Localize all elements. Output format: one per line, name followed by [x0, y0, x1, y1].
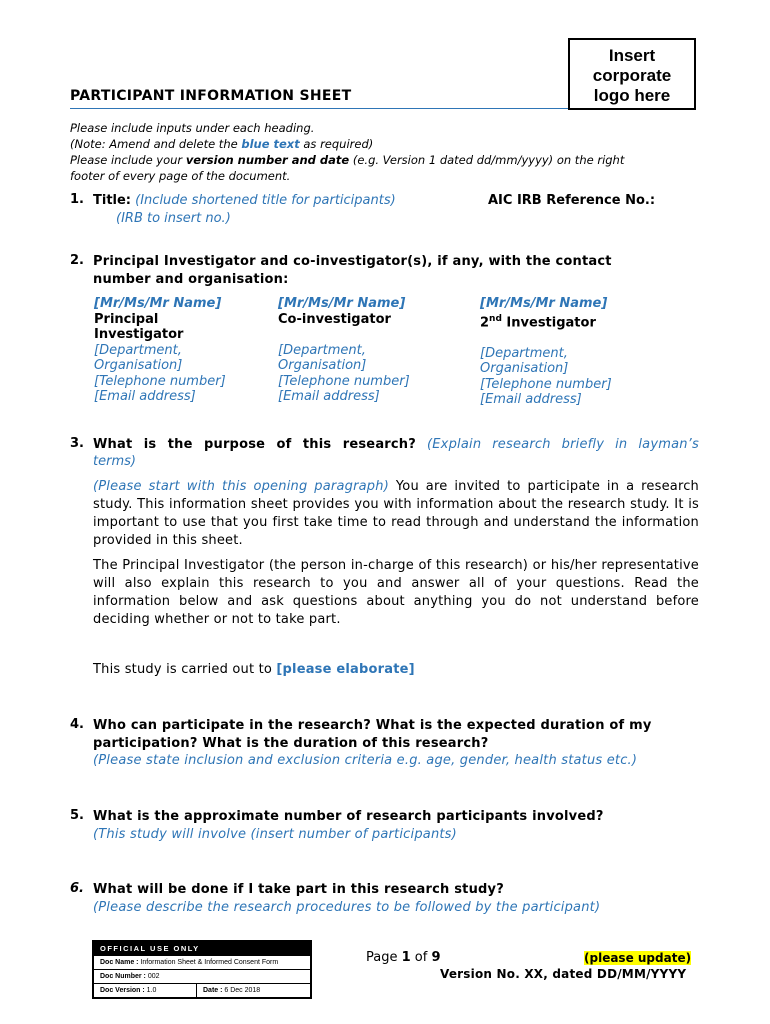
- section-number: 3.: [70, 436, 84, 451]
- role-number: 2: [480, 314, 490, 330]
- heading-hint: (Please describe the research procedures to be followed by the participant): [93, 899, 601, 915]
- note-line: [70, 136, 710, 152]
- paragraph-placeholder: [please elaborate]: [276, 662, 415, 677]
- investigator-department: [Department,: [278, 342, 366, 358]
- heading-hint: (This study will involve (insert number of participants): [93, 826, 457, 842]
- document-title: PARTICIPANT INFORMATION SHEET: [70, 88, 352, 104]
- note-line: Please include inputs under each heading.: [70, 121, 315, 135]
- please-update-highlight: (please update): [584, 951, 692, 965]
- investigator-organisation: Organisation]: [278, 358, 367, 373]
- section-number: 6.: [70, 881, 84, 896]
- investigator-phone: [Telephone number]: [480, 376, 612, 392]
- logo-line: Insert: [608, 46, 656, 65]
- section-3-heading: [93, 436, 699, 454]
- version-footer: Version No. XX, dated DD/MM/YYYY: [440, 967, 687, 981]
- investigator-email: [Email address]: [480, 392, 582, 408]
- doc-name-cell: [93, 956, 311, 970]
- section-6-heading: [93, 881, 600, 916]
- doc-number-value: 002: [145, 973, 160, 980]
- doc-number-cell: [93, 970, 311, 984]
- note-bold-text: version number and date: [185, 153, 350, 167]
- investigator-phone: [Telephone number]: [278, 373, 410, 389]
- investigator-organisation: Organisation]: [94, 358, 183, 373]
- page-number: [366, 950, 441, 965]
- investigator-role: [480, 312, 660, 331]
- purpose-paragraph-2: The Principal Investigator (the person in-charge of this research) or his/her representative will also explain this research to you and answer all of your questions. Read the information below and ask questions about anything you do not understand before deciding whether or not to take part.: [93, 558, 699, 627]
- investigator-role: Co-investigator: [278, 311, 391, 327]
- investigator-role: Principal: [94, 311, 159, 327]
- title-hint: (Include shortened title for participants): [135, 193, 396, 208]
- section-number: 2.: [70, 253, 84, 268]
- investigator-card: [480, 296, 660, 408]
- logo-placeholder: [568, 38, 696, 110]
- purpose-paragraph-3: [93, 661, 415, 679]
- role-ordinal: nd: [489, 313, 502, 324]
- investigator-department: [Department,: [94, 342, 182, 358]
- heading-line: What is the approximate number of research participants involved?: [93, 809, 604, 824]
- date-cell: [197, 984, 312, 999]
- investigator-card: [278, 296, 458, 405]
- section-number: 4.: [70, 717, 84, 732]
- investigator-name: [Mr/Ms/Mr Name]: [94, 296, 222, 311]
- irb-hint: (IRB to insert no.): [116, 211, 231, 226]
- investigator-role: Investigator: [94, 327, 184, 342]
- note-blue-text: blue text: [241, 137, 300, 151]
- heading-line: Principal Investigator and co-investigator(s), if any, with the contact: [93, 254, 612, 269]
- heading-line: number and organisation:: [93, 271, 289, 287]
- doc-version-cell: [93, 984, 197, 999]
- section-number: 1.: [70, 192, 84, 207]
- role-text: Investigator: [501, 314, 596, 330]
- logo-line: corporate: [592, 66, 672, 85]
- title-divider: [70, 108, 568, 109]
- note-line: footer of every page of the document.: [70, 169, 291, 183]
- investigator-name: [Mr/Ms/Mr Name]: [278, 296, 406, 311]
- note-text: Please include your: [70, 153, 186, 167]
- note-text: (e.g. Version 1 dated dd/mm/yyyy) on the right: [349, 153, 625, 167]
- investigator-organisation: Organisation]: [480, 361, 569, 377]
- paragraph-text: You are invited to participate in a research study. This information sheet provides you with information about the research study. It is important to use that you first take time to read through and understand the information provided in this sheet.: [93, 479, 699, 548]
- heading-hint: (Explain research briefly in layman’s: [427, 437, 699, 452]
- doc-name-label: Doc Name :: [100, 959, 139, 966]
- investigator-department: [Department,: [480, 345, 568, 361]
- paragraph-hint: (Please start with this opening paragraph): [93, 479, 389, 494]
- title-label: Title:: [93, 193, 132, 208]
- official-use-header: OFFICIAL USE ONLY: [93, 941, 311, 956]
- page-total: 9: [431, 950, 441, 965]
- heading-hint: (Please state inclusion and exclusion criteria e.g. age, gender, health status etc.): [93, 753, 638, 768]
- doc-version-value: 1.0: [144, 987, 157, 994]
- investigator-card: [94, 296, 274, 405]
- instructions-note: [70, 120, 710, 184]
- investigator-email: [Email address]: [94, 389, 196, 404]
- note-text: (Note: Amend and delete the: [70, 137, 242, 151]
- heading-hint-continued: terms): [93, 454, 136, 469]
- heading-text: What is the purpose of this research?: [93, 437, 417, 452]
- section-1-title: [93, 192, 396, 210]
- doc-name-value: Information Sheet & Informed Consent Form: [138, 959, 279, 966]
- section-2-heading: [93, 253, 612, 288]
- date-value: 6 Dec 2018: [222, 987, 261, 994]
- heading-line: What will be done if I take part in this research study?: [93, 882, 504, 897]
- page-text: Page: [366, 950, 402, 965]
- note-text: as required): [299, 137, 374, 151]
- heading-line: Who can participate in the research? What is the expected duration of my: [93, 718, 652, 733]
- section-number: 5.: [70, 808, 84, 823]
- logo-line: logo here: [593, 86, 671, 105]
- investigator-phone: [Telephone number]: [94, 373, 226, 389]
- page-current: 1: [401, 950, 411, 965]
- official-use-table: [92, 940, 312, 999]
- paragraph-text: This study is carried out to: [93, 662, 277, 677]
- date-label: Date :: [203, 987, 223, 994]
- note-line: [70, 152, 710, 168]
- doc-number-label: Doc Number :: [100, 973, 146, 980]
- investigator-email: [Email address]: [278, 389, 380, 404]
- investigator-name: [Mr/Ms/Mr Name]: [480, 296, 608, 311]
- doc-version-label: Doc Version :: [100, 987, 145, 994]
- heading-line: participation? What is the duration of this research?: [93, 735, 489, 751]
- section-4-heading: [93, 717, 652, 770]
- page-text: of: [410, 950, 432, 965]
- irb-reference-label: AIC IRB Reference No.:: [488, 193, 656, 208]
- section-5-heading: [93, 808, 604, 843]
- purpose-paragraph-1: [93, 478, 699, 550]
